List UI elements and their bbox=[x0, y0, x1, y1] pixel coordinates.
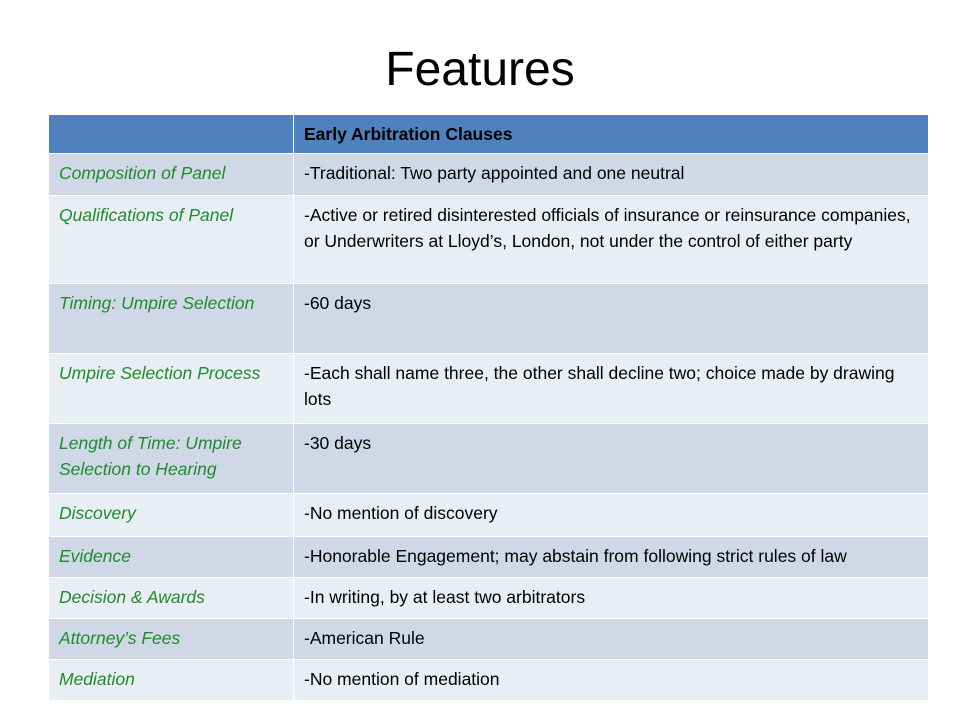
feature-cell: Composition of Panel bbox=[49, 154, 294, 196]
table-row bbox=[49, 354, 929, 424]
table-row bbox=[49, 424, 929, 494]
table-row bbox=[49, 578, 929, 619]
header-cell-clauses: Early Arbitration Clauses bbox=[294, 115, 929, 154]
feature-cell: Evidence bbox=[49, 537, 294, 578]
slide-title: Features bbox=[385, 43, 575, 96]
table-row bbox=[49, 284, 929, 354]
table-row bbox=[49, 660, 929, 701]
features-table bbox=[48, 114, 929, 701]
table-row bbox=[49, 196, 929, 284]
table-row bbox=[49, 154, 929, 196]
table-row bbox=[49, 537, 929, 578]
feature-cell: Decision & Awards bbox=[49, 578, 294, 619]
value-cell: -No mention of mediation bbox=[294, 660, 929, 701]
table-header-row bbox=[49, 115, 929, 154]
value-cell: -Active or retired disinterested officials of insurance or reinsurance companies, or Underwriters at Lloyd’s, London, not under the control of either party bbox=[294, 196, 929, 284]
value-cell: -Traditional: Two party appointed and one neutral bbox=[294, 154, 929, 196]
feature-cell: Mediation bbox=[49, 660, 294, 701]
feature-cell: Umpire Selection Process bbox=[49, 354, 294, 424]
feature-cell: Length of Time: Umpire Selection to Hearing bbox=[49, 424, 294, 494]
value-cell: -60 days bbox=[294, 284, 929, 354]
table-row bbox=[49, 619, 929, 660]
header-cell-feature bbox=[49, 115, 294, 154]
table-row bbox=[49, 494, 929, 537]
value-cell: -30 days bbox=[294, 424, 929, 494]
feature-cell: Qualifications of Panel bbox=[49, 196, 294, 284]
value-cell: -No mention of discovery bbox=[294, 494, 929, 537]
value-cell: -In writing, by at least two arbitrators bbox=[294, 578, 929, 619]
value-cell: -American Rule bbox=[294, 619, 929, 660]
feature-cell: Discovery bbox=[49, 494, 294, 537]
feature-cell: Timing: Umpire Selection bbox=[49, 284, 294, 354]
feature-cell: Attorney’s Fees bbox=[49, 619, 294, 660]
value-cell: -Honorable Engagement; may abstain from following strict rules of law bbox=[294, 537, 929, 578]
value-cell: -Each shall name three, the other shall decline two; choice made by drawing lots bbox=[294, 354, 929, 424]
